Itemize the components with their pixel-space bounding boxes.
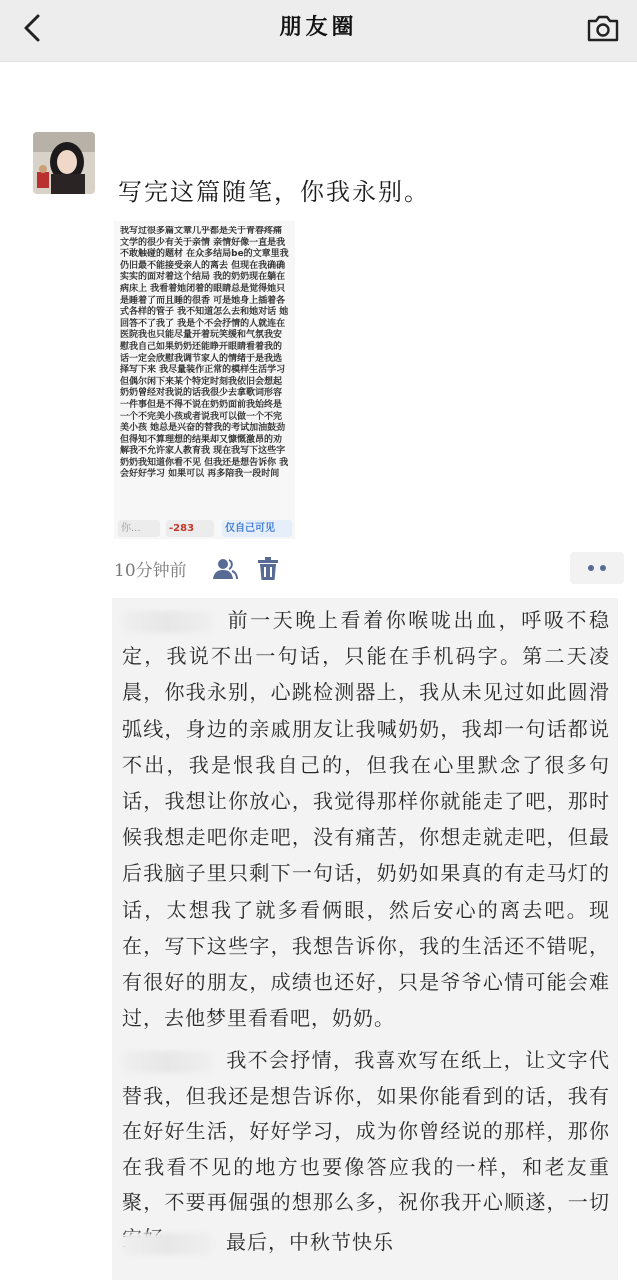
story-paragraph-3-text: 最后，中秋节快乐: [226, 1230, 394, 1254]
post-time: 10分钟前: [114, 561, 187, 581]
trash-icon[interactable]: [256, 556, 280, 582]
post-image-text: 我写过很多篇文章几乎都是关于青春疼痛文学的很少有关于亲情 亲情好像一直是我不敢触碰的题材 在众多结局be的文章里我仍旧最不能接受亲人的离去 但现在我确确实实的面对着这个结局 我的奶奶现在躺在病床上 我看着她闭着的眼睛总是觉得她只是睡着了而且睡的很香 可是她身上插着各式各样的管子 我不知道怎么去和她对话 她回答不了我了 我是个不会抒情的人就连在医院我也只能尽量开着玩笑缓和气氛我安慰我自己如果奶奶还能睁开眼睛看着我的话一定会欣慰我调节家人的情绪于是我选择写下来 我尽量装作正常的模样生活学习 但偶尔闲下来某个特定时刻我依旧会想起奶奶曾经对我说的话我很少去拿歌词形容一件事但是不得不说在奶奶面前我始终是一个不完美小孩或者说我可以做一个不完美小孩 她总是兴奋的替我的考试加油鼓劲但得知不算理想的结果却又慷慨激昂的劝解我不允许家人教育我 现在我写下这些字奶奶我知道你看不见 但我还是想告诉你 我会好好学习 如果可以 再多陪我一段时间: [120, 226, 289, 480]
story-paragraph-2: [122, 1043, 610, 1257]
camera-icon[interactable]: [583, 8, 623, 48]
page-title: 朋友圈: [279, 15, 358, 40]
avatar[interactable]: [33, 132, 95, 194]
top-nav-bar: [0, 0, 637, 62]
word-count-chip: -283: [166, 520, 214, 537]
privacy-chip: 仅自己可见: [222, 520, 292, 537]
post-image-footer: [118, 520, 292, 537]
story-paragraph-1: [122, 602, 610, 1036]
friends-visible-icon: [212, 557, 238, 581]
redacted-mark: [122, 1051, 212, 1073]
story-paragraph-3: [122, 1227, 610, 1257]
redacted-mark: [122, 611, 212, 633]
post-image[interactable]: [114, 221, 295, 539]
author-name[interactable]: [118, 128, 198, 146]
more-dots-icon[interactable]: [570, 552, 624, 584]
long-text-block: [112, 598, 618, 1280]
story-paragraph-2-text: 我不会抒情，我喜欢写在纸上，让文字代替我，但我还是想告诉你，如果你能看到的话，我有在好好生活，好好学习，成为你曾经说的那样，那你在我看不见的地方也要像答应我的一样，和老友重聚，不要再倔强的想那么多，祝你我开心顺遂，一切: [122, 1048, 610, 1215]
post-text: 写完这篇随笔，你我永别。: [118, 178, 430, 206]
location-chip: 你...: [118, 520, 160, 537]
story-paragraph-1-text: 前一天晚上看着你喉咙出血，呼吸不稳定，我说不出一句话，只能在手机码字。第二天凌晨，你我永别，心跳检测器上，我从未见过如此圆滑弧线，身边的亲戚朋友让我喊奶奶，我却一句话都说不出，我是恨我自己的，但我在心里默念了很多句话，我想让你放心，我觉得那样你就能走了吧，那时候我想走吧你走吧，没有痛苦，你想走就走吧，但最后我脑子里只剩下一句话，奶奶如果真的有走马灯的话，太想我了就多看俩眼，然后安心的离去吧。现在，写下这些字，我想告诉你，我的生活还不错呢，有很好的朋友，成绩也还好，只是爷爷心情可能会难过，去他梦里看看吧，奶奶。: [122, 608, 610, 1031]
redacted-mark: [122, 1233, 212, 1255]
post-meta-row: [114, 556, 624, 584]
